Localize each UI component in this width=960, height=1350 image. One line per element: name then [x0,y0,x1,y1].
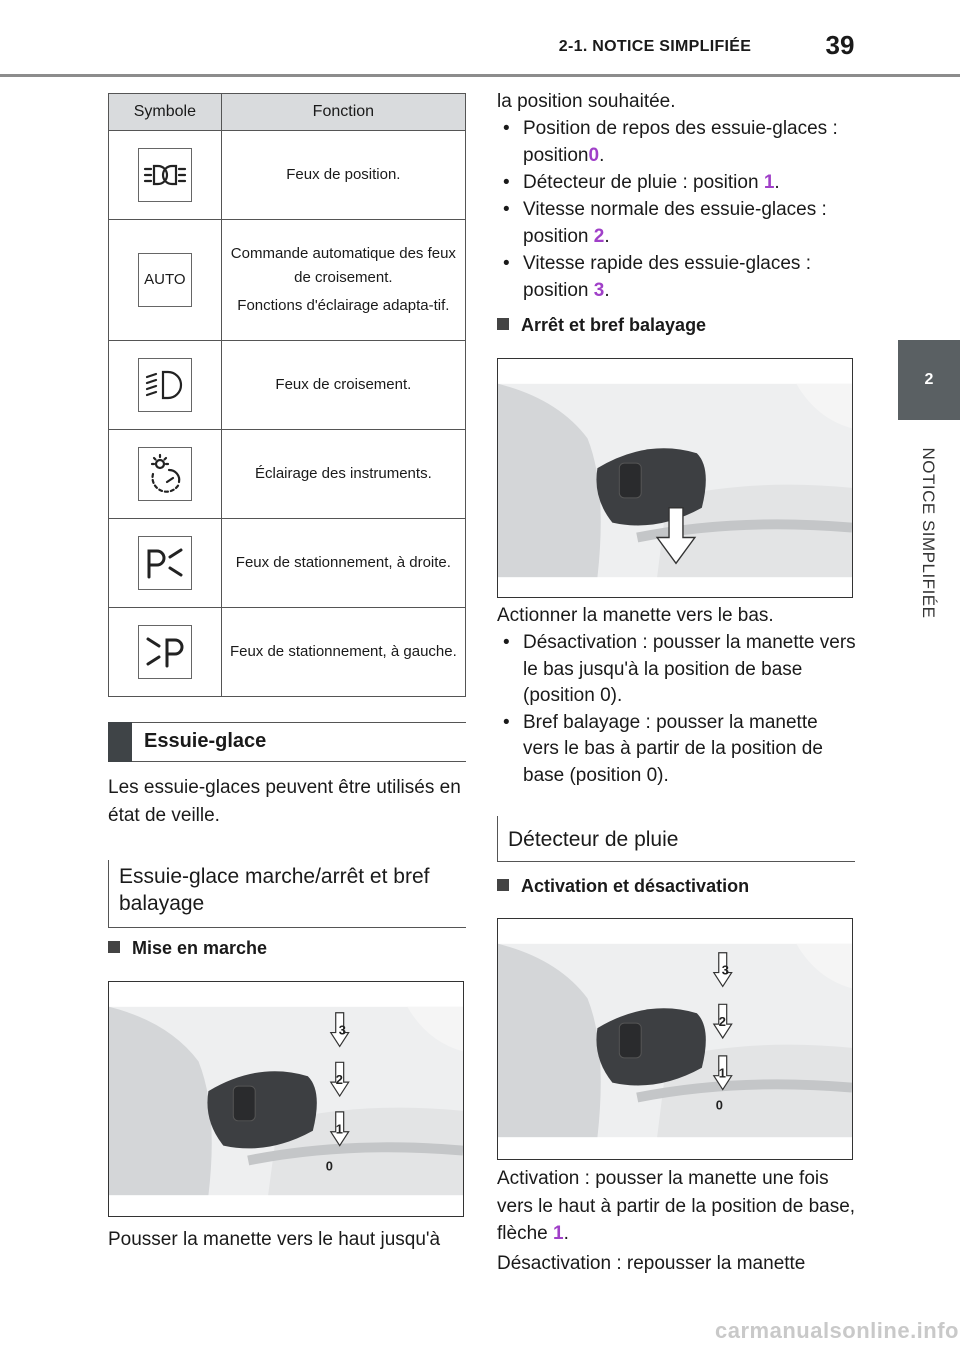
wiper-section-heading: Essuie-glace [108,722,466,762]
stop-heading: Arrêt et bref balayage [497,315,706,336]
parking-light-left-icon [138,625,192,679]
function-cell: Commande automatique des feux de croisement. Fonctions d'éclairage adapta-tif. [221,220,465,341]
deactivation-text: Désactivation : repousser la manette [497,1253,806,1274]
figure-label-2: 2 [718,1014,726,1030]
function-cell: Feux de position. [221,131,465,220]
parking-light-right-icon [138,536,192,590]
table-row [109,220,466,341]
figure-label-0: 0 [715,1097,723,1113]
wiper-up-figure [108,981,464,1217]
function-column-header: Fonction [221,94,465,131]
activation-text: Activation : pousser la manette une fois vers le haut à partir de la position de base, flèche 1. [497,1168,856,1245]
table-row [109,608,466,697]
list-item: • Bref balayage : pousser la manette vers le bas à partir de la position de base (position 0). [497,710,857,790]
table-row [109,131,466,220]
list-item: • Vitesse rapide des essuie-glaces : position 3. [497,251,857,305]
figure-label-3: 3 [721,962,729,978]
wiper-down-figure [497,358,853,598]
table-row [109,341,466,430]
square-bullet-icon [497,318,509,330]
figure-label-1: 1 [718,1065,726,1081]
page-number: 39 [825,30,855,60]
activation-heading: Activation et désactivation [497,876,749,897]
square-bullet-icon [108,941,120,953]
auto-low-beam-icon: AUTO [138,253,192,307]
low-beam-icon [138,358,192,412]
square-bullet-icon [497,879,509,891]
list-item: • Vitesse normale des essuie-glaces : position 2. [497,197,857,251]
chapter-label: NOTICE SIMPLIFIÉE [919,447,938,619]
chapter-tab[interactable]: 2 [898,340,960,420]
position-lights-icon [138,148,192,202]
rain-sensor-heading: Détecteur de pluie [497,816,855,862]
rain-sensor-figure [497,918,853,1160]
figure-label-2: 2 [335,1072,343,1088]
stop-list [497,630,857,790]
list-item: • Détecteur de pluie : position 1. [497,170,857,197]
section-title: 2-1. NOTICE SIMPLIFIÉE [558,38,752,55]
wiper-intro-text: Les essuie-glaces peuvent être utilisés en état de veille. [108,777,461,826]
watermark: carmanualsonline.info [715,1318,959,1343]
function-cell: Feux de croisement. [221,341,465,430]
figure-label-1: 1 [335,1121,343,1137]
position-continue-text: la position souhaitée. [497,91,676,112]
onoff-heading: Essuie-glace marche/arrêt et bref balayage [108,860,466,928]
list-item: • Position de repos des essuie-glaces : position0. [497,116,857,170]
table-header-row [109,94,466,131]
symbol-table [108,93,466,697]
table-row [109,519,466,608]
instrument-lighting-icon [138,447,192,501]
start-heading: Mise en marche [108,938,267,959]
function-cell: Feux de stationnement, à gauche. [221,608,465,697]
header-rule [0,74,960,77]
symbol-column-header: Symbole [109,94,222,131]
list-item: • Désactivation : pousser la manette vers le bas jusqu'à la position de base (position 0). [497,630,857,710]
start-caption: Pousser la manette vers le haut jusqu'à [108,1229,441,1250]
function-cell: Feux de stationnement, à droite. [221,519,465,608]
stop-intro-text: Actionner la manette vers le bas. [497,605,774,626]
figure-label-0: 0 [325,1158,333,1174]
function-cell: Éclairage des instruments. [221,430,465,519]
position-list [497,116,857,305]
figure-label-3: 3 [338,1022,346,1038]
table-row [109,430,466,519]
